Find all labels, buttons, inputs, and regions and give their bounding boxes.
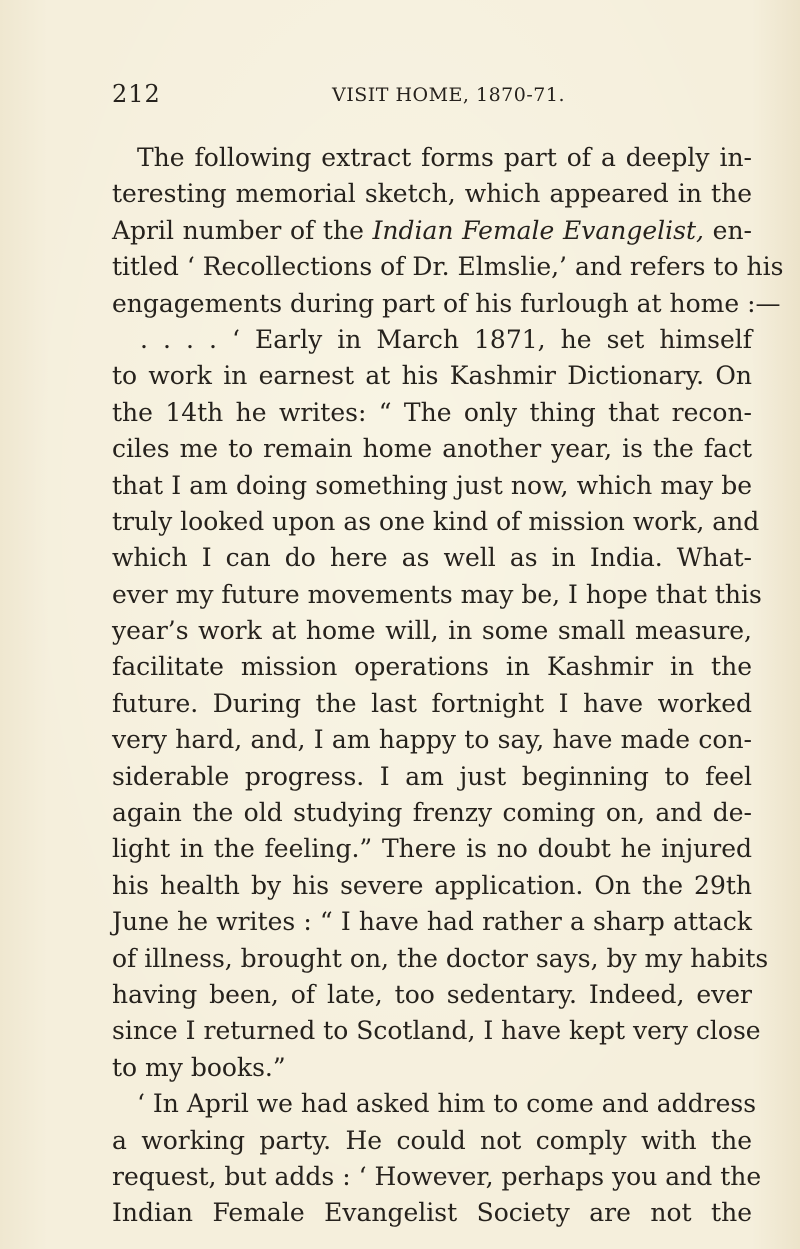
text-line: to work in earnest at his Kashmir Dictionary. On xyxy=(112,361,752,391)
text-line: of illness, brought on, the doctor says, by my habits xyxy=(112,943,769,973)
text-line: siderable progress. I am just beginning to feel xyxy=(112,761,752,791)
text-line: engagements during part of his furlough at home :— xyxy=(112,288,781,318)
text-line: light in the feeling.” There is no doubt he injured xyxy=(112,834,752,864)
text-line: ‘ In April we had asked him to come and address xyxy=(137,1089,757,1119)
page-number: 212 xyxy=(112,80,161,108)
text-line: a working party. He could not comply with the xyxy=(112,1125,752,1155)
page-header xyxy=(112,80,752,120)
text-line: Indian Female Evangelist Society are not the xyxy=(112,1198,752,1228)
text-line: facilitate mission operations in Kashmir in the xyxy=(112,652,752,682)
text-line: his health by his severe application. On the 29th xyxy=(112,870,752,900)
text-line: ever my future movements may be, I hope that this xyxy=(112,579,762,609)
text-line: very hard, and, I am happy to say, have made con- xyxy=(112,725,752,755)
running-head: VISIT HOME, 1870-71. xyxy=(332,84,565,106)
text-line: truly looked upon as one kind of mission work, and xyxy=(112,506,760,536)
text-line-with-italic xyxy=(112,213,752,249)
text-line: June he writes : “ I have had rather a sharp attack xyxy=(112,907,752,937)
text-line: the 14th he writes: “ The only thing that recon- xyxy=(112,397,752,427)
text-line: ciles me to remain home another year, is the fact xyxy=(112,434,752,464)
text-line: again the old studying frenzy coming on, and de- xyxy=(112,798,752,828)
text-line: future. During the last fortnight I have worked xyxy=(112,688,752,718)
text-fragment: en- xyxy=(704,215,752,245)
text-line: request, but adds : ‘ However, perhaps you and the xyxy=(112,1161,762,1191)
body-text xyxy=(112,140,784,1232)
text-line: that I am doing something just now, which may be xyxy=(112,470,752,500)
text-line: teresting memorial sketch, which appeared in the xyxy=(112,179,752,209)
text-line: which I can do here as well as in India. What- xyxy=(112,543,752,573)
text-line: year’s work at home will, in some small measure, xyxy=(112,616,752,646)
text-line: since I returned to Scotland, I have kept very close xyxy=(112,1016,761,1046)
italic-publication-title: Indian Female Evangelist, xyxy=(372,215,704,245)
text-line: The following extract forms part of a deeply in- xyxy=(137,143,752,172)
text-line: titled ‘ Recollections of Dr. Elmslie,’ and refers to his xyxy=(112,252,784,282)
text-line: . . . . ‘ Early in March 1871, he set himself xyxy=(140,324,752,354)
text-line: to my books.” xyxy=(112,1052,286,1082)
text-fragment: April number of the xyxy=(112,215,373,245)
text-line: having been, of late, too sedentary. Indeed, ever xyxy=(112,979,752,1009)
